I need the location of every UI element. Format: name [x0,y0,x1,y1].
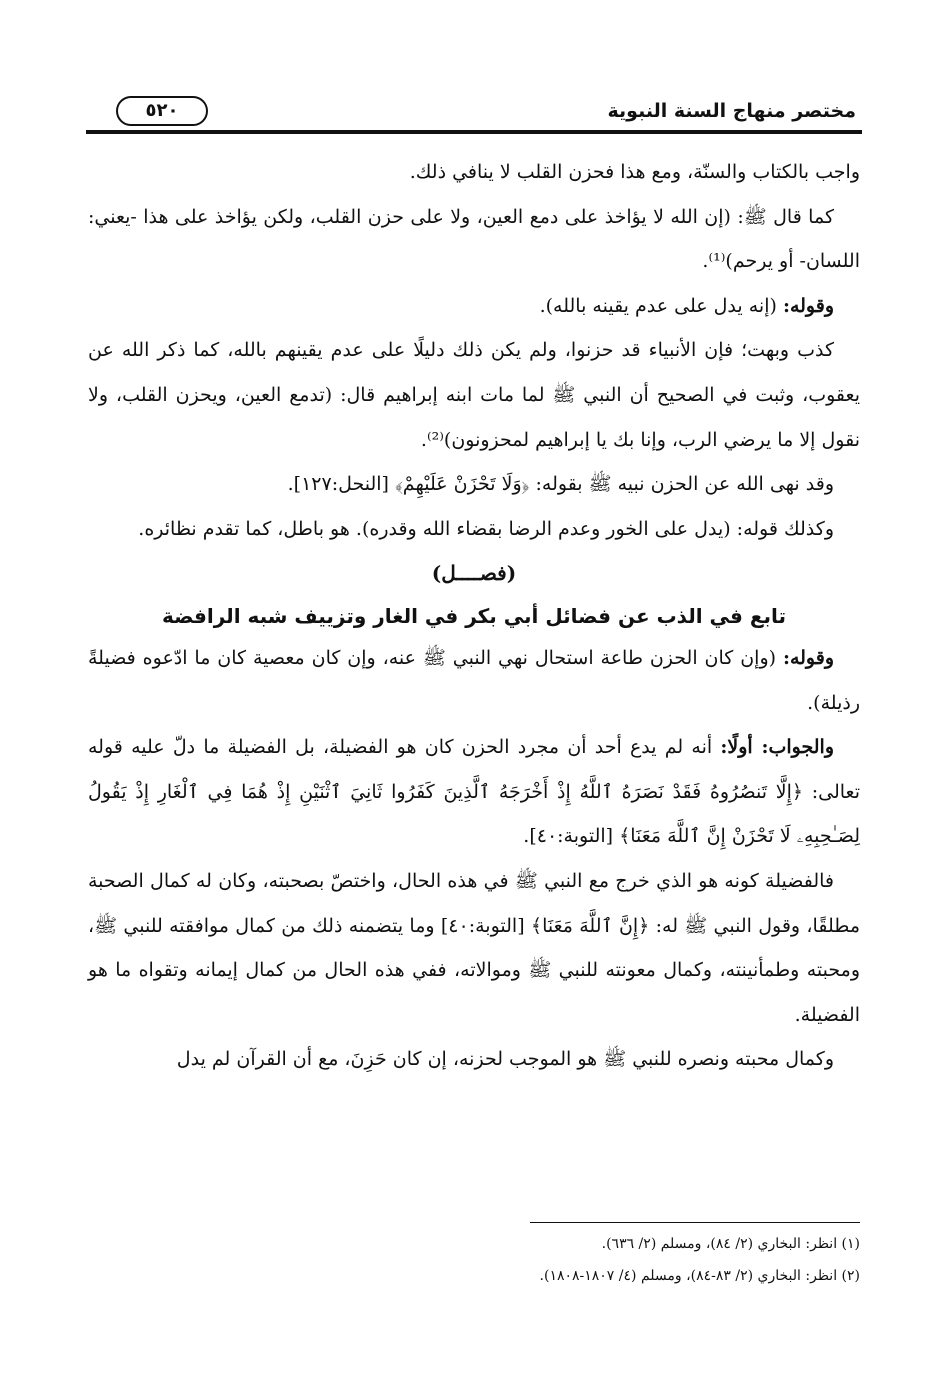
paragraph-lead: وقوله: [782,294,834,317]
paragraph-lead: وقوله: [782,646,834,669]
paragraph: فالفضيلة كونه هو الذي خرج مع النبي ﷺ في هذه الحال، واختصّ بصحبته، وكان له كمال الصحبة مطلقًا، وقول النبي ﷺ له: ﴿إِنَّ ٱللَّهَ مَعَنَا﴾ [التوبة:٤٠] وما يتضمنه ذلك من كمال موافقته للنبي ﷺ، ومحبته وطمأنينته، وكمال معونته للنبي ﷺ وموالاته، ففي هذه الحال من كمال إيمانه وتقواه ما هو الفضيلة. [88,869,860,1026]
paragraph: واجب بالكتاب والسنّة، ومع هذا فحزن القلب لا ينافي ذلك. [409,161,860,183]
section-title: تابع في الذب عن فضائل أبي بكر في الغار وتزييف شبه الرافضة [161,603,787,628]
paragraph: كذب وبهت؛ فإن الأنبياء قد حزنوا، ولم يكن ذلك دليلًا على عدم يقينهم بالله، كما ذكر الله عن يعقوب، وثبت في الصحيح أن النبي ﷺ لما مات ابنه إبراهيم قال: (تدمع العين، ويحزن القلب، ولا نقول إلا ما يرضي الرب، وإنا بك يا إبراهيم لمحزونون)⁽²⁾. [88,339,860,451]
footnote: (٢) انظر: البخاري (٢/ ٨٣-٨٤)، ومسلم (٤/ ١٨٠٧-١٨٠٨). [539,1268,860,1284]
paragraph [88,636,860,725]
page-header [86,92,862,126]
paragraph: وكذلك قوله: (يدل على الخور وعدم الرضا بقضاء الله وقدره). هو باطل، كما تقدم نظائره. [138,517,834,540]
footnotes [88,1228,860,1292]
paragraph-body: أنه لم يدع أحد أن مجرد الحزن كان هو الفضيلة، بل الفضيلة ما دلّ عليه قوله تعالى: ﴿إِلَّا تَنصُرُوهُ فَقَدْ نَصَرَهُ ٱللَّهُ إِذْ أَخْرَجَهُ ٱلَّذِينَ كَفَرُوا ثَانِيَ ٱثْنَيْنِ إِذْ هُمَا فِي ٱلْغَارِ إِذْ يَقُولُ لِصَـٰحِبِهِۦ لَا تَحْزَنْ إِنَّ ٱللَّهَ مَعَنَا﴾ [التوبة:٤٠]. [88,736,860,848]
section-marker: (فصــــل) [431,561,517,586]
paragraph [88,725,860,859]
paragraph: وكمال محبته ونصره للنبي ﷺ هو الموجب لحزنه، إن كان حَزِنَ، مع أن القرآن لم يدل [176,1048,834,1071]
footnote: (١) انظر: البخاري (٢/ ٨٤)، ومسلم (٢/ ٦٣٦). [601,1236,860,1252]
paragraph-body: (إنه يدل على عدم يقينه بالله). [539,294,783,317]
paragraph [88,284,860,329]
main-text [88,150,860,1082]
page-number-badge: ٥٢٠ [116,96,208,126]
footnote-divider [530,1222,860,1223]
book-title: مختصر منهاج السنة النبوية [607,100,856,122]
paragraph: كما قال ﷺ: (إن الله لا يؤاخذ على دمع العين، ولا على حزن القلب، ولكن يؤاخذ على هذا -يعني: اللسان- أو يرحم)⁽¹⁾. [88,205,860,273]
paragraph-body: (وإن كان الحزن طاعة استحال نهي النبي ﷺ عنه، وإن كان معصية كان ما ادّعوه فضيلةً رذيلة). [88,646,860,714]
paragraph: وقد نهى الله عن الحزن نبيه ﷺ بقوله: ﴿وَلَا تَحْزَنْ عَلَيْهِمْ﴾ [النحل:١٢٧]. [287,473,834,496]
header-divider [86,130,862,134]
paragraph-lead: والجواب: أولًا: [720,736,835,759]
